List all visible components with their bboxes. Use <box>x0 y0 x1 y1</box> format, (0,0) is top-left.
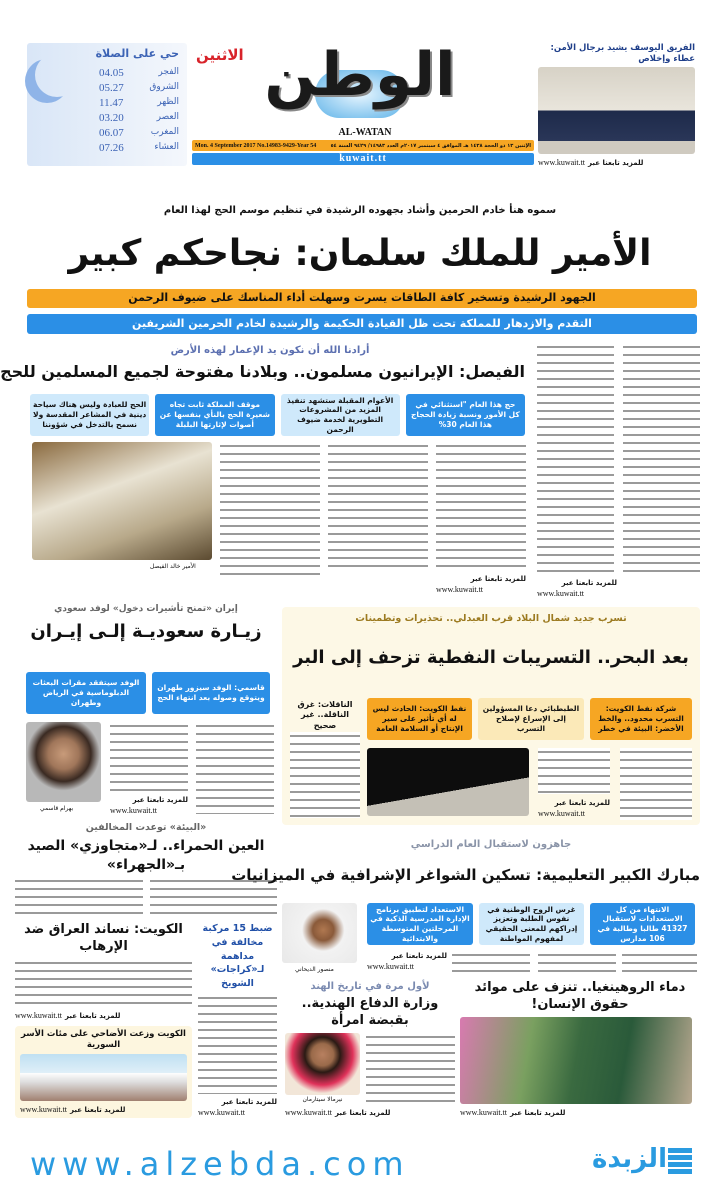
oil-box-2: الطبطبائي دعا المسؤولين إلى الإسراع لإصلاح التسرب <box>478 698 584 740</box>
teaser-title: الفريق اليوسف يشيد برجال الأمن: عطاء وإخلاص <box>550 43 695 64</box>
lead-orange-bar: الجهود الرشيدة وتسخير كافة الطاقات يسرت وسهلت أداء المناسك على ضيوف الرحمن <box>27 289 697 308</box>
mubarak-box-1: الانتهاء من كل الاستعدادات لاستقبال 41327 طالبا وطالبة في 106 مدارس <box>590 903 695 945</box>
lead-kicker: سموه هنأ خادم الحرمين وأشاد بجهوده الرشيدة في تنظيم موسم الحج لهذا العام <box>163 205 557 216</box>
rohingya-headline: دماء الروهينغيا.. تنزف على موائد حقوق الإنسان! <box>474 980 686 1012</box>
sitharaman-photo <box>285 1033 360 1095</box>
prayer-time: 03.20 <box>99 112 124 124</box>
mubarak-headline: مبارك الكبير التعليمية: تسكين الشواغر الإشرافية في الميزانيات <box>231 866 700 884</box>
prayer-row <box>99 142 179 157</box>
prayer-name: الشروق <box>149 82 179 92</box>
oil-spill-photo <box>367 748 529 816</box>
oil-more-link[interactable]: www.kuwait.tt <box>538 809 586 818</box>
iraq-headline: الكويت: نساند العراق ضد الإرهاب <box>24 922 183 954</box>
teaser-box[interactable]: الفريق اليوسف يشيد برجال الأمن: عطاء وإخلاص www.kuwait.tt للمزيد تابعنا عبر <box>538 43 695 167</box>
faisal-headline: الفيصل: الإيرانيون مسلمون.. وبلادنا مفتوحة لجميع المسلمين للحج <box>0 362 525 381</box>
iran-caption: بهرام قاسمي <box>40 805 74 812</box>
mubarak-box-2: غرس الروح الوطنية في نفوس الطلبة وتعزيز إدراكهم للمعنى الحقيقي لمفهوم المواطنة <box>479 903 584 945</box>
iran-headline: زيـارة سعوديـة إلـى إيـران <box>30 621 262 642</box>
syria-more-link[interactable]: www.kuwait.tt <box>20 1105 68 1114</box>
date-english: Mon. 4 September 2017 No.14983-9429-Year 54 <box>195 142 317 149</box>
moon-icon <box>35 53 79 97</box>
aldihani-photo <box>282 903 357 963</box>
lead-headline: الأمير للملك سلمان: نجاحكم كبير <box>68 233 652 274</box>
faisal-box-1: حج هذا العام "استثنائي في كل الأمور ونسبة زيادة الحجاج هذا العام 30% <box>406 394 525 436</box>
footer-site[interactable]: www.alzebda.com <box>30 1145 410 1183</box>
day-label: الاثنين <box>196 46 244 64</box>
logo-lines-icon <box>668 1148 692 1174</box>
faisal-box-2: الأعوام المقبلة ستشهد تنفيذ المزيد من المشروعات التطويرية لخدمة ضيوف الرحمن <box>281 394 400 436</box>
iraq-syria-column: الكويت: نساند العراق ضد الإرهاب www.kuwait.tt للمزيد تابعنا عبر الكويت وزعت الأضاحي على مئات الأسر السورية www.kuwait.tt للمزيد تابعنا عبر <box>15 922 192 1118</box>
prayer-row <box>99 67 179 82</box>
prayer-name: المغرب <box>150 127 179 137</box>
mubarak-caption: منصور الديحاني <box>295 966 334 973</box>
faisal-kicker: أرادنا الله أن نكون يد الإعمار لهذه الأرض <box>170 345 370 356</box>
prayer-title: حي على الصلاة <box>95 47 179 60</box>
iran-box-2: الوفد سيتفقد مقرات البعثات الدبلوماسية في الرياض وطهران <box>26 672 146 714</box>
syria-headline: الكويت وزعت الأضاحي على مئات الأسر السورية <box>21 1029 186 1051</box>
prayer-name: الظهر <box>157 97 179 107</box>
prayer-time: 11.47 <box>99 97 124 109</box>
newspaper-logo: الوطن <box>235 48 485 128</box>
cars-column: ضبط 15 مركبة مخالفة في مداهمة لـ«كراجات» الشويخ للمزيد تابعنا عبر www.kuwait.tt <box>198 923 277 1117</box>
india-story: لأول مرة في تاريخ الهند وزارة الدفاع الهندية.. بقبضة امرأة نيرمالا سيتارمان www.kuwait.tt للمزيد تابعنا عبر <box>285 980 455 1118</box>
iraq-more-link[interactable]: www.kuwait.tt <box>15 1011 63 1020</box>
footer-logo: الزبدة <box>592 1144 692 1184</box>
faisal-box-3: موقف المملكة ثابت تجاه شعيرة الحج بالنأي بنفسها عن أصوات لإثارتها البلبلة <box>155 394 274 436</box>
prayer-time: 04.05 <box>99 67 124 79</box>
logo-english: AL-WATAN <box>338 127 392 138</box>
prayer-time: 05.27 <box>99 82 124 94</box>
prayer-time: 06.07 <box>99 127 124 139</box>
prayer-time: 07.26 <box>99 142 124 154</box>
faisal-more-link[interactable]: www.kuwait.tt <box>436 585 484 594</box>
ain-headline: العين الحمراء.. لـ«متجاوزي» الصيد بـ«الجهراء» <box>27 838 265 873</box>
cars-more-link[interactable]: www.kuwait.tt <box>198 1108 246 1117</box>
prayer-row <box>99 127 179 142</box>
india-kicker: لأول مرة في تاريخ الهند <box>310 981 430 992</box>
faisal-box-4: الحج للعبادة وليس هناك سياحة دينية في المشاعر المقدسة ولا نسمح بالتدخل في شؤوننا <box>30 394 149 436</box>
prayer-name: العصر <box>156 112 179 122</box>
lead-body-col1 <box>623 343 700 578</box>
iran-box-1: قاسمي: الوفد سيزور طهران ويتوقع وصوله بعد انتهاء الحج <box>152 672 270 714</box>
lead-more-link[interactable]: www.kuwait.tt <box>537 589 585 598</box>
date-arabic: الإثنين ١٣ ذو الحجة ١٤٣٨ هـ الموافق ٤ سبتمبر ٢٠١٧م العدد ١٤٩٨٣/ ٩٤٢٩ السنة ٥٤ <box>330 142 531 149</box>
faisal-caption: الأمير خالد الفيصل <box>150 563 196 570</box>
oil-box-3: نفط الكويت: الحادث ليس له أي تأثير على سير الإنتاج أو السلامة العامة <box>367 698 472 740</box>
oil-headline: بعد البحر.. التسريبات النفطية تزحف إلى البر <box>293 647 689 668</box>
india-caption: نيرمالا سيتارمان <box>302 1096 343 1103</box>
prayer-name: الفجر <box>158 67 179 77</box>
qasemi-photo <box>26 722 101 802</box>
prayer-row <box>99 82 179 97</box>
india-headline: وزارة الدفاع الهندية.. بقبضة امرأة <box>301 996 439 1028</box>
syria-panel: الكويت وزعت الأضاحي على مئات الأسر السورية www.kuwait.tt للمزيد تابعنا عبر <box>15 1026 192 1118</box>
rohingya-more-link[interactable]: www.kuwait.tt <box>460 1108 508 1117</box>
syria-photo <box>20 1054 187 1101</box>
cars-headline: ضبط 15 مركبة مخالفة في مداهمة لـ«كراجات» الشويخ <box>202 923 273 990</box>
oil-box-1: شركة نفط الكويت: التسرب محدود.. والخط الأخضر: البيئة في خطر <box>590 698 692 740</box>
lead-body-col2 <box>537 343 614 575</box>
prayer-times-box <box>27 43 187 166</box>
iran-more-link[interactable]: www.kuwait.tt <box>110 806 158 815</box>
mubarak-kicker: جاهزون لاستقبال العام الدراسي <box>410 839 572 850</box>
iran-kicker: إيران «تمنح تأشيرات دخول» لوفد سعودي <box>54 604 238 614</box>
mubarak-box-3: الاستعداد لتطبيق برنامج الإدارة المدرسية الذكية في المرحلتين المتوسطة والابتدائية <box>367 903 473 945</box>
ain-kicker: «البيئة» توعدت المخالفين <box>85 822 207 833</box>
site-link[interactable]: kuwait.tt <box>192 153 534 165</box>
rohingya-story: دماء الروهينغيا.. تنزف على موائد حقوق الإنسان! www.kuwait.tt للمزيد تابعنا عبر <box>460 980 700 1118</box>
mubarak-more-link[interactable]: www.kuwait.tt <box>367 962 415 971</box>
prayer-row <box>99 97 179 112</box>
oil-side-headline: الناقلات: غرق الناقلة.. غير صحيح <box>297 700 353 730</box>
lead-blue-bar: التقدم والازدهار للمملكة تحت ظل القيادة الحكيمة والرشيدة لخادم الحرمين الشريفين <box>27 314 697 334</box>
police-photo <box>538 67 695 154</box>
rohingya-photo <box>460 1017 692 1104</box>
prayer-row <box>99 112 179 127</box>
india-more-link[interactable]: www.kuwait.tt <box>285 1108 333 1117</box>
oil-kicker: تسرب جديد شمال البلاد قرب العبدلي.. تحذيرات وتطمينات <box>355 613 627 624</box>
prayer-name: العشاء <box>154 142 179 152</box>
faisal-photo <box>32 442 212 560</box>
date-bar <box>192 140 534 151</box>
